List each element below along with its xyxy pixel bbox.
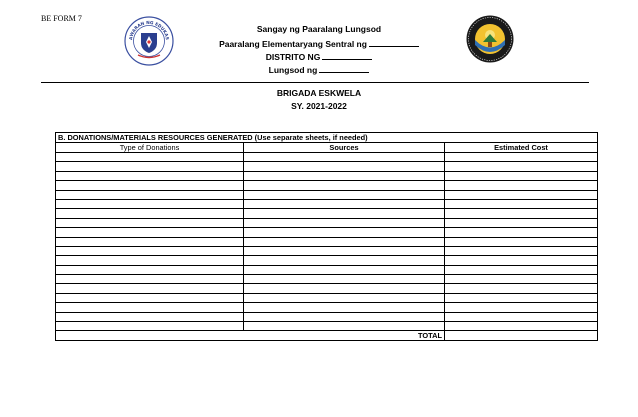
table-row [56,171,598,180]
cost-cell[interactable] [445,312,598,321]
type-cell[interactable] [56,199,244,208]
section-title-row [56,133,598,143]
cost-cell[interactable] [445,265,598,274]
source-cell[interactable] [244,218,445,227]
table-row [56,218,598,227]
source-cell[interactable] [244,284,445,293]
cost-cell[interactable] [445,153,598,162]
source-cell[interactable] [244,322,445,331]
source-cell[interactable] [244,209,445,218]
cost-cell[interactable] [445,209,598,218]
table-row [56,322,598,331]
cost-cell[interactable] [445,256,598,265]
source-cell[interactable] [244,162,445,171]
district-line [0,51,638,62]
source-cell[interactable] [244,181,445,190]
type-cell[interactable] [56,246,244,255]
cost-cell[interactable] [445,293,598,302]
type-cell[interactable] [56,322,244,331]
table-row [56,153,598,162]
cost-cell[interactable] [445,237,598,246]
table-row [56,246,598,255]
total-row [56,331,598,341]
cost-cell[interactable] [445,181,598,190]
source-cell[interactable] [244,190,445,199]
district-label: DISTRITO NG [265,52,321,62]
type-cell[interactable] [56,293,244,302]
source-cell[interactable] [244,153,445,162]
school-label: Paaralang Elementaryang Sentral ng [219,39,367,49]
table-row [56,303,598,312]
type-cell[interactable] [56,275,244,284]
source-cell[interactable] [244,265,445,274]
seal-ring-text: AWARAN NG EDUKAS [128,20,170,41]
col-type-of-donations: Type of Donations [56,143,244,153]
cost-cell[interactable] [445,322,598,331]
source-cell[interactable] [244,293,445,302]
source-cell[interactable] [244,256,445,265]
cost-cell[interactable] [445,275,598,284]
col-estimated-cost: Estimated Cost [445,143,598,153]
cost-cell[interactable] [445,171,598,180]
table-row [56,190,598,199]
table-row [56,199,598,208]
type-cell[interactable] [56,265,244,274]
source-cell[interactable] [244,312,445,321]
type-cell[interactable] [56,162,244,171]
table-row [56,181,598,190]
table-row [56,293,598,302]
source-cell[interactable] [244,237,445,246]
total-label: TOTAL [56,331,445,341]
cost-cell[interactable] [445,162,598,171]
donations-table [55,132,598,341]
table-row [56,228,598,237]
type-cell[interactable] [56,218,244,227]
type-cell[interactable] [56,190,244,199]
table-row [56,209,598,218]
type-cell[interactable] [56,228,244,237]
cost-cell[interactable] [445,190,598,199]
city-blank [319,64,369,73]
header-divider [41,82,589,83]
source-cell[interactable] [244,228,445,237]
section-title: B. DONATIONS/MATERIALS RESOURCES GENERATED (Use separate sheets, if needed) [56,133,598,143]
source-cell[interactable] [244,275,445,284]
school-year: SY. 2021-2022 [291,101,347,111]
division-line: Sangay ng Paaralang Lungsod [256,24,382,34]
type-cell[interactable] [56,209,244,218]
cost-cell[interactable] [445,228,598,237]
table-row [56,256,598,265]
type-cell[interactable] [56,256,244,265]
type-cell[interactable] [56,312,244,321]
source-cell[interactable] [244,199,445,208]
type-cell[interactable] [56,284,244,293]
type-cell[interactable] [56,181,244,190]
type-cell[interactable] [56,171,244,180]
cost-cell[interactable] [445,199,598,208]
column-header-row [56,143,598,153]
cost-cell[interactable] [445,246,598,255]
school-blank [369,38,419,47]
table-row [56,265,598,274]
type-cell[interactable] [56,237,244,246]
form-title: BRIGADA ESKWELA [276,88,362,98]
table-row [56,275,598,284]
source-cell[interactable] [244,303,445,312]
division-seal-icon [466,15,514,63]
cost-cell[interactable] [445,284,598,293]
total-value-cell[interactable] [445,331,598,341]
table-row [56,284,598,293]
table-row [56,237,598,246]
city-label: Lungsod ng [268,65,318,75]
district-blank [322,51,372,60]
form-code: BE FORM 7 [41,14,82,23]
school-line [0,38,638,49]
type-cell[interactable] [56,153,244,162]
source-cell[interactable] [244,171,445,180]
table-row [56,162,598,171]
source-cell[interactable] [244,246,445,255]
table-row [56,312,598,321]
city-line [0,64,638,75]
type-cell[interactable] [56,303,244,312]
cost-cell[interactable] [445,303,598,312]
col-sources: Sources [244,143,445,153]
cost-cell[interactable] [445,218,598,227]
